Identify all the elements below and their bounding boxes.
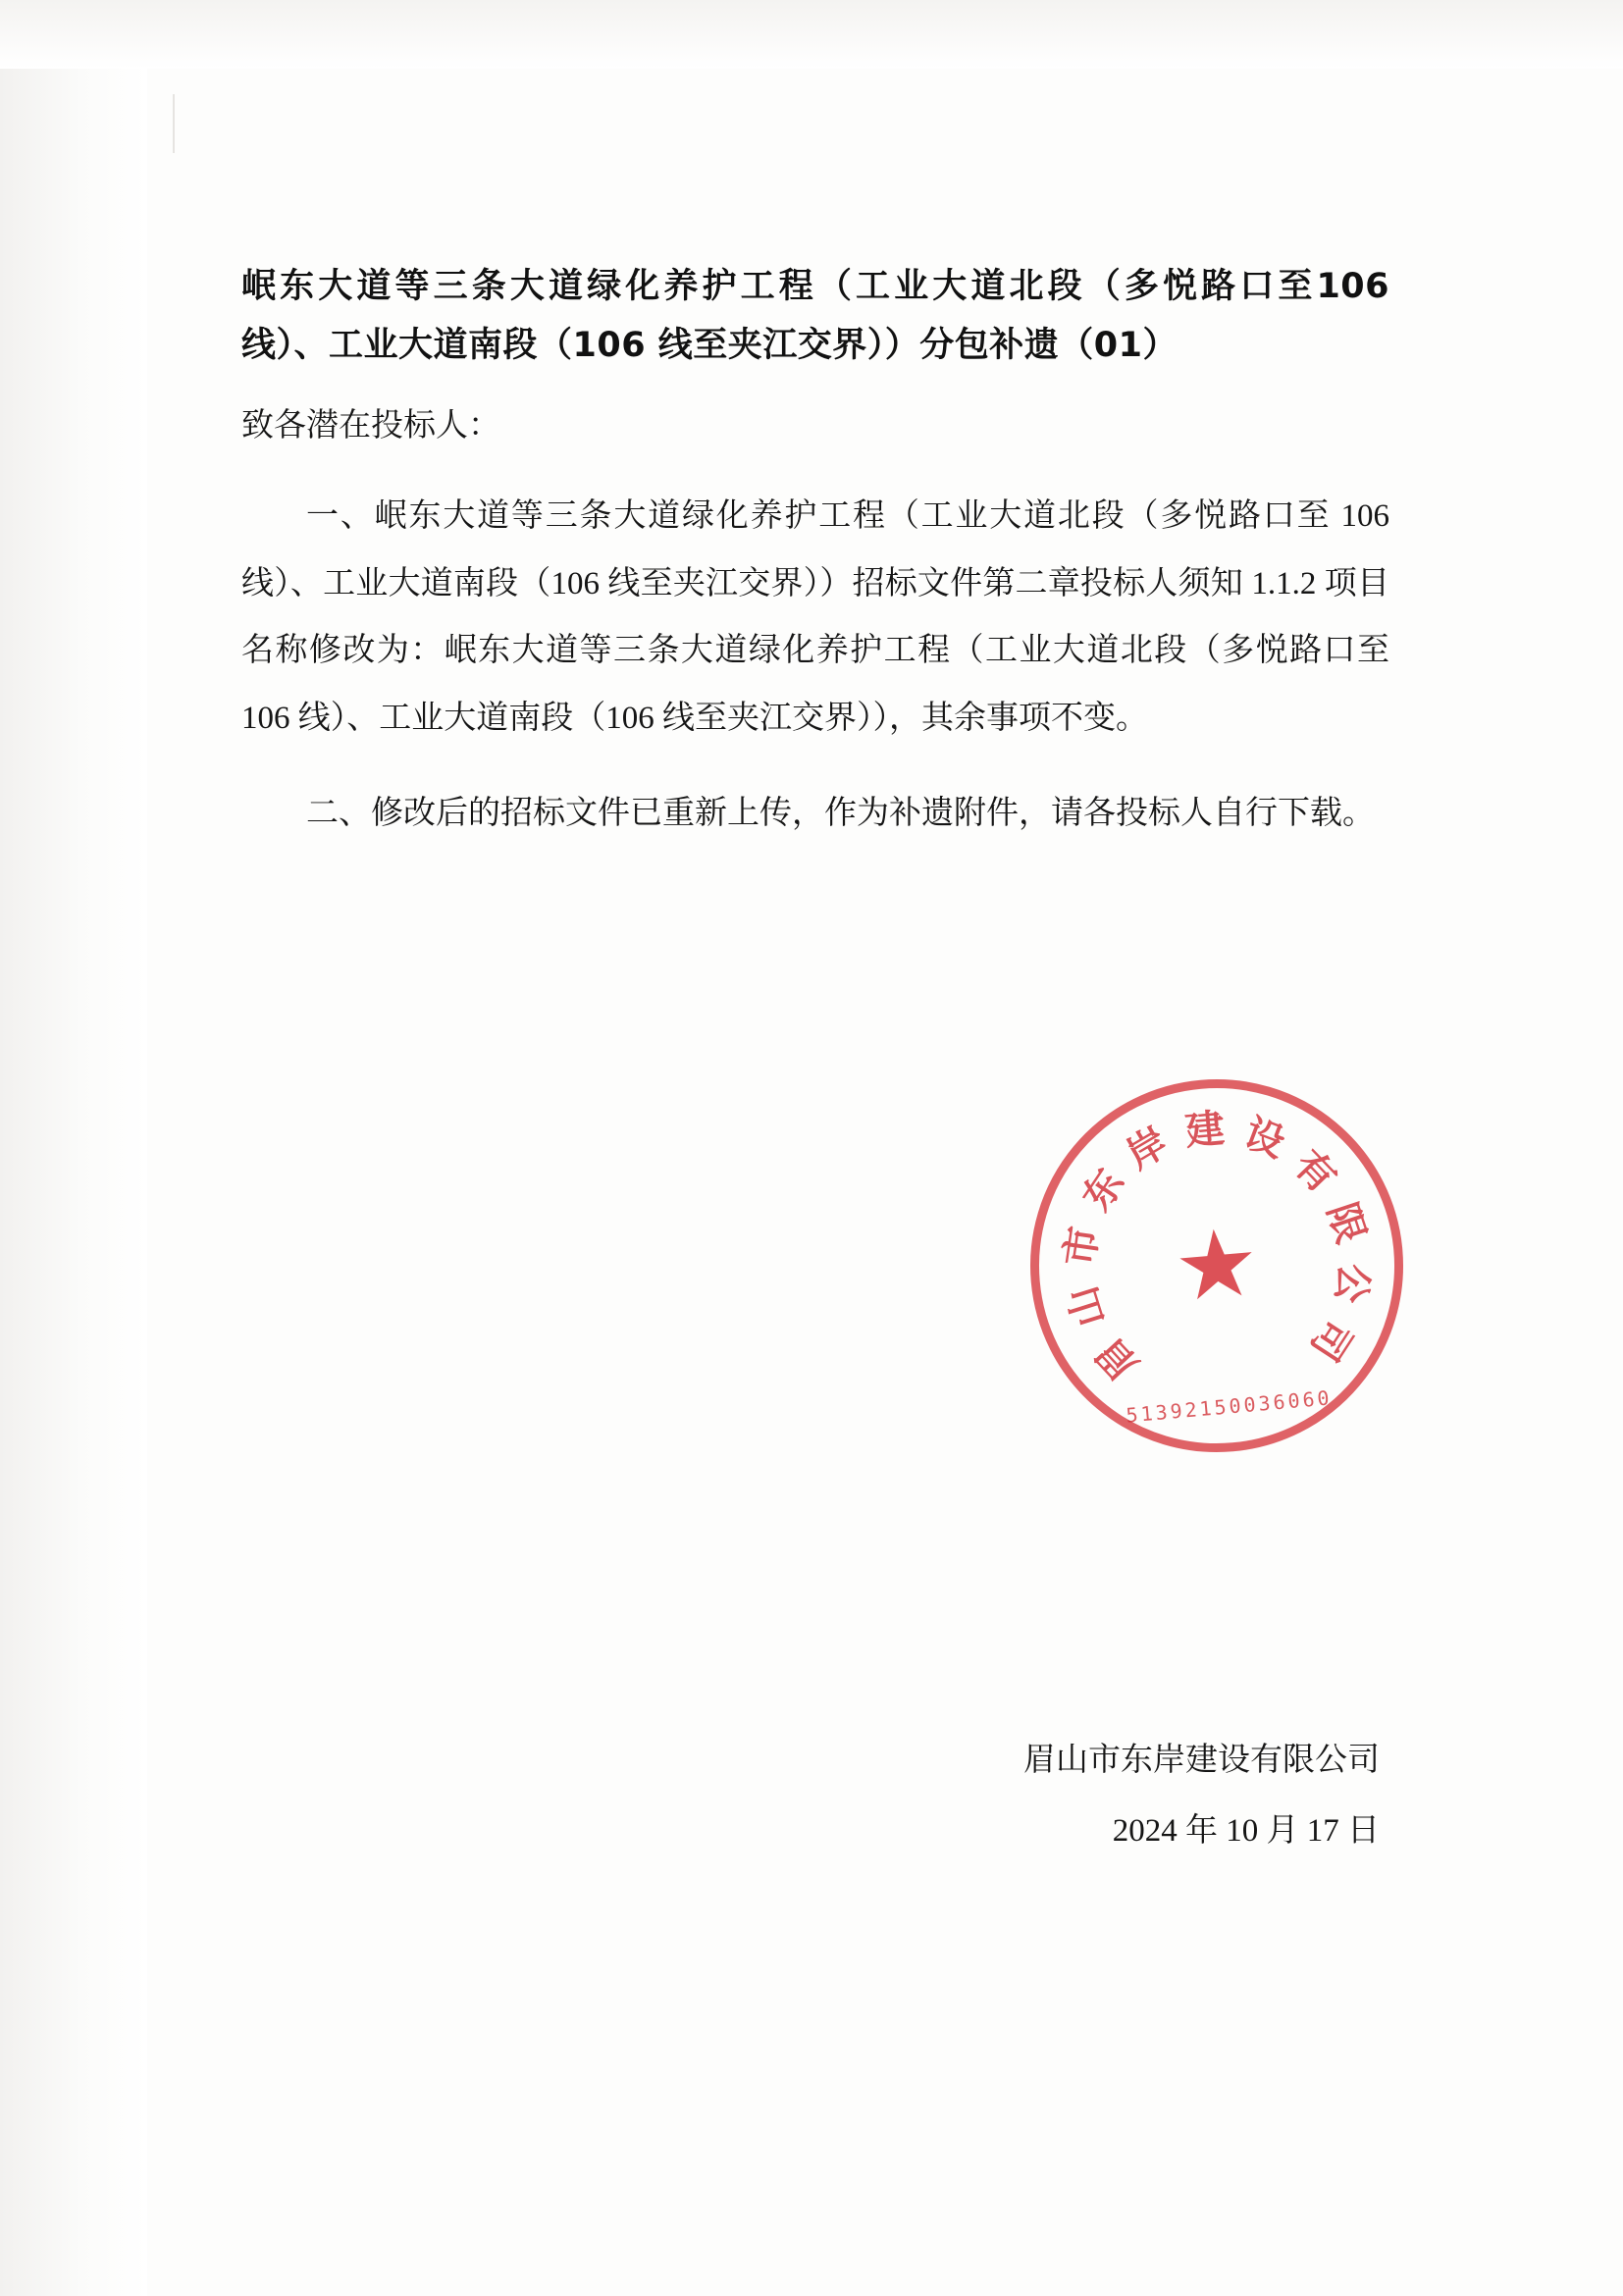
seal-star-icon: ★ bbox=[1170, 1209, 1264, 1322]
scan-artifact-mark bbox=[173, 94, 175, 153]
seal-arc-char: 公 bbox=[1326, 1261, 1377, 1306]
seal-arc-char: 岸 bbox=[1119, 1119, 1177, 1178]
paragraph-1: 一、岷东大道等三条大道绿化养护工程（工业大道北段（多悦路口至 106 线）、工业大道南段（106 线至夹江交界））招标文件第二章投标人须知 1.1.2 项目名称修改为：岷东大道等三条大道绿化养护工程（工业大道北段（多悦路口至 106 线）、工业大道南段（106 线至夹江交界）），其余事项不变。 bbox=[241, 498, 1389, 736]
seal-arc-char: 有 bbox=[1284, 1141, 1345, 1202]
document-body bbox=[241, 257, 1389, 1926]
seal-arc-char: 司 bbox=[1300, 1311, 1361, 1369]
seal-arc-char: 设 bbox=[1237, 1110, 1291, 1167]
seal-code: 51392150036060 bbox=[1125, 1385, 1334, 1428]
seal-arc-char: 山 bbox=[1059, 1280, 1115, 1332]
seal-arc-char: 建 bbox=[1183, 1106, 1227, 1155]
page-title: 岷东大道等三条大道绿化养护工程（工业大道北段（多悦路口至106 线）、工业大道南段（106 线至夹江交界））分包补遗（01） bbox=[241, 267, 1389, 366]
salutation: 致各潜在投标人： bbox=[241, 408, 500, 444]
scan-shadow-top bbox=[0, 0, 1623, 69]
signature-company: 眉山市东岸建设有限公司 bbox=[1023, 1743, 1380, 1779]
signature-block bbox=[241, 1730, 1389, 1926]
seal-arc-char: 限 bbox=[1318, 1197, 1374, 1249]
seal-arc-char: 市 bbox=[1057, 1224, 1108, 1270]
seal-arc-char: 眉 bbox=[1087, 1329, 1148, 1388]
paragraph-2: 二、修改后的招标文件已重新上传，作为补遗附件，请各投标人自行下载。 bbox=[306, 795, 1375, 831]
scan-shadow-left bbox=[0, 0, 147, 2296]
signature-date: 2024 年 10 月 17 日 bbox=[1112, 1813, 1380, 1850]
seal-arc-char: 东 bbox=[1073, 1161, 1134, 1220]
